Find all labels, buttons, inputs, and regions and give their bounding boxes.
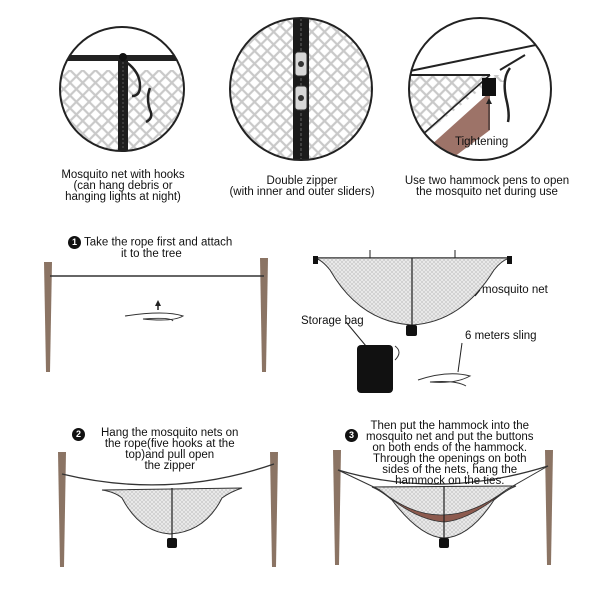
mosquito-net-label: mosquito net xyxy=(482,284,548,296)
step2-line1: Hang the mosquito nets on xyxy=(101,427,239,439)
step1-text xyxy=(68,236,268,260)
step2-line3: top)and pull open xyxy=(125,449,215,461)
hooks-caption-line3: hanging lights at night) xyxy=(65,191,181,203)
pens-caption-line2: the mosquito net during use xyxy=(416,186,558,198)
step2-line2: the rope(five hooks at the xyxy=(104,438,235,450)
sling-label: 6 meters sling xyxy=(465,330,537,342)
step3-line2: mosquito net and put the buttons xyxy=(366,431,534,443)
step2-line4: the zipper xyxy=(144,460,195,472)
pens-caption xyxy=(397,176,577,198)
step3-number-badge: 3 xyxy=(345,429,358,442)
step1-number-badge: 1 xyxy=(68,236,81,249)
step1-illustration xyxy=(44,258,268,372)
step3-line1: Then put the hammock into the xyxy=(370,420,530,432)
step1-line1: Take the rope first and attach xyxy=(84,236,233,249)
step2-number-badge: 2 xyxy=(72,428,85,441)
step3-line5: sides of the nets, hang the xyxy=(382,464,518,476)
zipper-caption-line1: Double zipper xyxy=(266,175,338,187)
zipper-caption-line2: (with inner and outer sliders) xyxy=(229,186,375,198)
step2-text xyxy=(72,428,262,472)
step3-text xyxy=(345,421,575,487)
zipper-detail-circle xyxy=(230,18,372,160)
hooks-detail-circle xyxy=(50,27,200,160)
step1-line2: it to the tree xyxy=(121,248,182,260)
storage-bag-label: Storage bag xyxy=(301,315,364,327)
zipper-caption xyxy=(222,176,382,198)
step3-line6: hammock on the ties. xyxy=(395,475,505,487)
hooks-caption-line1: Mosquito net with hooks xyxy=(61,169,185,181)
step3-line4: Through the openings on both xyxy=(373,453,527,465)
hooks-caption xyxy=(47,170,199,203)
pens-caption-line1: Use two hammock pens to open xyxy=(404,175,570,187)
step3-line3: on both ends of the hammock. xyxy=(372,442,528,454)
tightening-label: Tightening xyxy=(455,136,509,148)
hooks-caption-line2: (can hang debris or xyxy=(73,180,173,192)
